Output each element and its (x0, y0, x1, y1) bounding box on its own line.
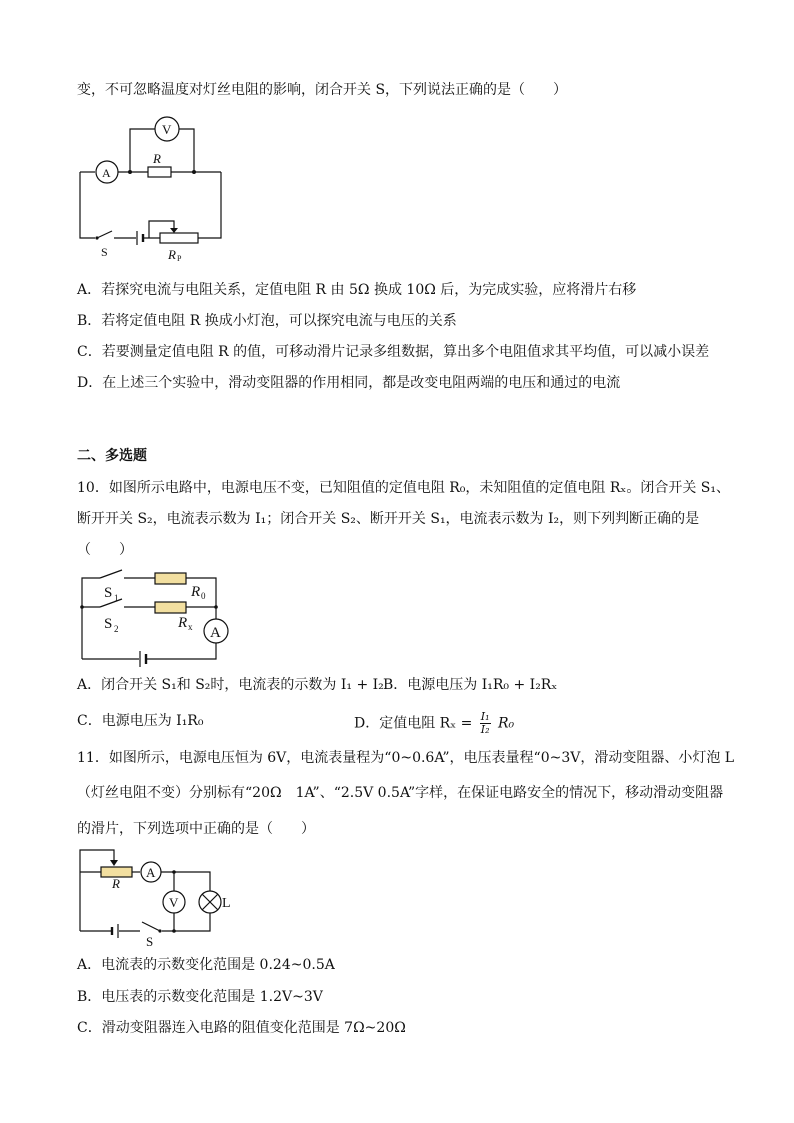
svg-text:L: L (222, 896, 231, 911)
q10-stem-line-1: 10．如图所示电路中，电源电压不变，已知阻值的定值电阻 R₀，未知阻值的定值电阻 Rₓ。闭合开关 S₁、 (77, 480, 730, 496)
svg-text:0: 0 (201, 591, 206, 601)
q11-option-c: C．滑动变阻器连入电路的阻值变化范围是 7Ω~20Ω (77, 1020, 406, 1036)
q11-option-b: B．电压表的示数变化范围是 1.2V~3V (77, 989, 323, 1005)
svg-text:1: 1 (114, 593, 119, 603)
svg-text:R: R (112, 876, 120, 891)
svg-text:A: A (146, 865, 156, 880)
svg-text:x: x (188, 622, 193, 632)
svg-text:S: S (104, 616, 113, 632)
svg-text:A: A (102, 166, 111, 180)
fraction-denominator: I₂ (480, 723, 490, 736)
q10-option-d-prefix: D．定值电阻 Rₓ = (354, 715, 473, 732)
q11-stem-line-2: （灯丝电阻不变）分别标有“20Ω 1A”、“2.5V 0.5A”字样，在保证电路安全的情况下，移动滑动变阻器 (77, 785, 724, 801)
svg-text:R: R (153, 151, 161, 166)
q10-option-c: C．电源电压为 I₁R₀ (77, 713, 204, 729)
q10-option-a: A．闭合开关 S₁和 S₂时，电流表的示数为 I₁ + I₂ (77, 677, 384, 693)
q11-stem-line-3: 的滑片，下列选项中正确的是（ ） (77, 821, 315, 837)
q9-stem-tail: 变，不可忽略温度对灯丝电阻的影响，闭合开关 S，下列说法正确的是（ ） (77, 82, 568, 98)
svg-text:V: V (169, 895, 179, 910)
q9-option-b: B．若将定值电阻 R 换成小灯泡，可以探究电流与电压的关系 (77, 313, 457, 329)
section-heading: 二、多选题 (77, 448, 147, 464)
q10-stem-line-2: 断开开关 S₂，电流表示数为 I₁；闭合开关 S₂、断开开关 S₁，电流表示数为 I₂，则下列判断正确的是 (77, 511, 700, 527)
svg-text:R: R (191, 584, 201, 600)
q10-stem-line-3: （ ） (77, 542, 133, 558)
svg-text:2: 2 (114, 624, 119, 634)
svg-text:S: S (146, 934, 154, 949)
fraction-numerator: I₁ (480, 710, 490, 723)
q9-option-d: D．在上述三个实验中，滑动变阻器的作用相同，都是改变电阻两端的电压和通过的电流 (77, 375, 621, 391)
svg-text:S: S (101, 245, 108, 259)
svg-text:R: R (168, 247, 176, 262)
q9-option-c: C．若要测量定值电阻 R 的值，可移动滑片记录多组数据，算出多个电阻值求其平均值，可以减小误差 (77, 344, 710, 360)
q11-option-a: A．电流表的示数变化范围是 0.24~0.5A (77, 957, 335, 973)
q10-option-b: B．电源电压为 I₁R₀ + I₂Rₓ (383, 677, 558, 693)
svg-text:S: S (104, 585, 113, 601)
svg-text:R: R (178, 615, 188, 631)
q9-option-a: A．若探究电流与电阻关系，定值电阻 R 由 5Ω 换成 10Ω 后，为完成实验，应将滑片右移 (77, 282, 637, 298)
svg-text:P: P (177, 254, 182, 263)
svg-text:A: A (210, 625, 221, 641)
q11-stem-line-1: 11．如图所示，电源电压恒为 6V，电流表量程为“0~0.6A”，电压表量程“0~3V，滑动变阻器、小灯泡 L (77, 750, 735, 766)
q10-option-d-suffix: R₀ (498, 715, 515, 732)
svg-text:V: V (162, 122, 172, 137)
